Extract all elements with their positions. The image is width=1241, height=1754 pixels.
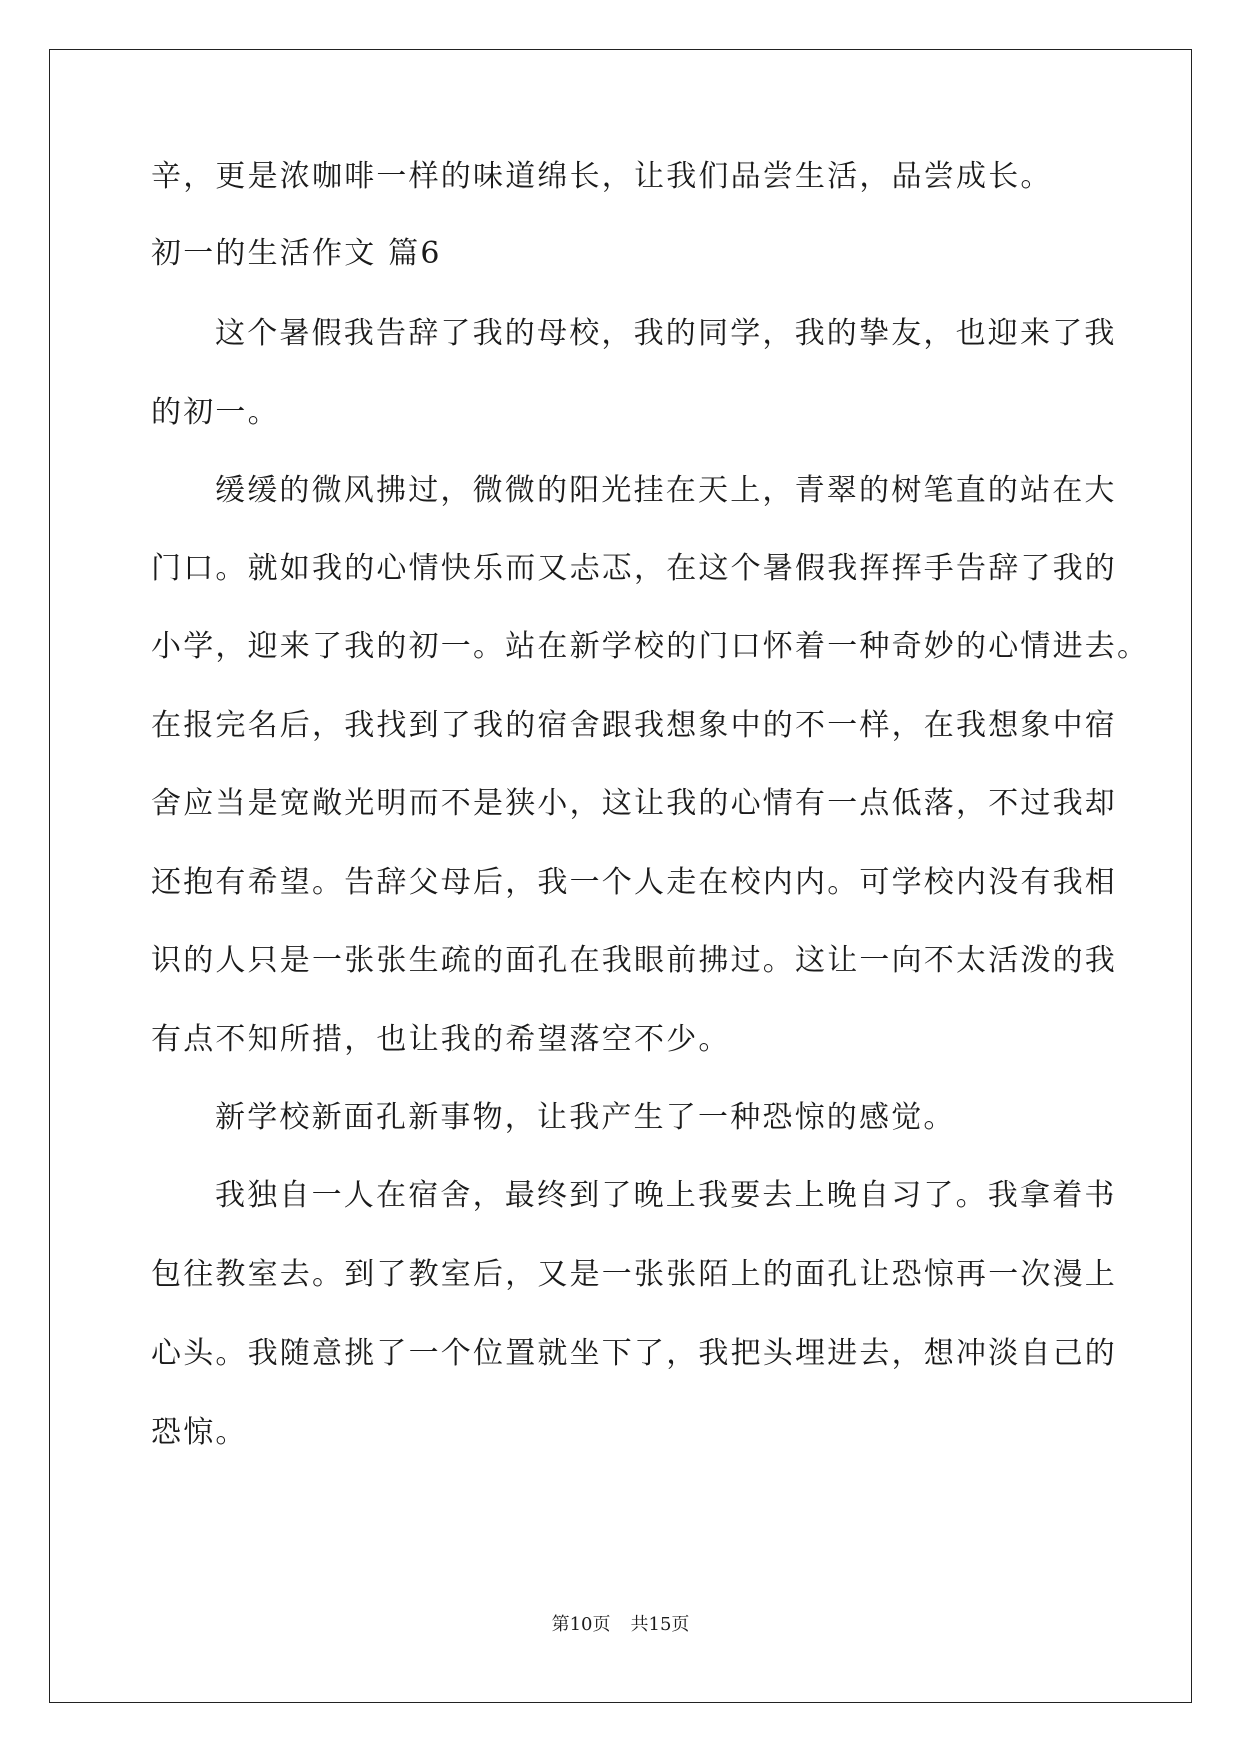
paragraph-line: 新学校新面孔新事物，让我产生了一种恐惊的感觉。	[215, 1100, 956, 1135]
paragraph-line: 包往教室去。到了教室后，又是一张张陌上的面孔让恐惊再一次漫上	[151, 1257, 1117, 1292]
paragraph-line: 恐惊。	[151, 1415, 248, 1450]
page-total: 共15页	[630, 1614, 690, 1635]
paragraph-line: 有点不知所措，也让我的希望落空不少。	[151, 1022, 731, 1057]
page-footer	[0, 1613, 1241, 1637]
paragraph-line: 门口。就如我的心情快乐而又忐忑，在这个暑假我挥挥手告辞了我的	[151, 551, 1117, 586]
paragraph-line: 辛，更是浓咖啡一样的味道绵长，让我们品尝生活，品尝成长。	[151, 159, 1053, 194]
paragraph-line: 缓缓的微风拂过，微微的阳光挂在天上，青翠的树笔直的站在大	[215, 473, 1117, 508]
paragraph-line: 的初一。	[151, 395, 280, 430]
paragraph-line: 我独自一人在宿舍，最终到了晚上我要去上晚自习了。我拿着书	[215, 1178, 1117, 1213]
paragraph-line: 舍应当是宽敞光明而不是狭小，这让我的心情有一点低落，不过我却	[151, 786, 1117, 821]
paragraph-line: 这个暑假我告辞了我的母校，我的同学，我的挚友，也迎来了我	[215, 316, 1117, 351]
paragraph-line: 还抱有希望。告辞父母后，我一个人走在校内内。可学校内没有我相	[151, 865, 1117, 900]
paragraph-line: 在报完名后，我找到了我的宿舍跟我想象中的不一样，在我想象中宿	[151, 708, 1117, 743]
section-heading: 初一的生活作文 篇6	[151, 236, 442, 271]
page-number: 第10页	[551, 1614, 611, 1635]
paragraph-line: 小学，迎来了我的初一。站在新学校的门口怀着一种奇妙的心情进去。	[151, 629, 1150, 664]
paragraph-line: 心头。我随意挑了一个位置就坐下了，我把头埋进去，想冲淡自己的	[151, 1336, 1117, 1371]
paragraph-line: 识的人只是一张张生疏的面孔在我眼前拂过。这让一向不太活泼的我	[151, 943, 1117, 978]
